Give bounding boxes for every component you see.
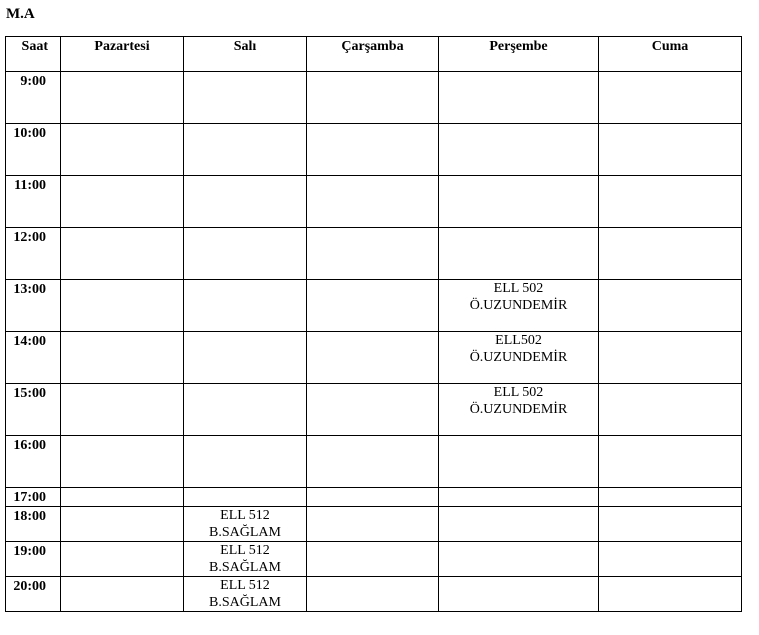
slot-carsamba	[307, 384, 439, 436]
slot-cuma	[599, 176, 742, 228]
instructor-name: B.SAĞLAM	[209, 595, 281, 610]
slot-sali	[184, 332, 307, 384]
time-cell: 12:00	[6, 228, 61, 280]
slot-carsamba	[307, 577, 439, 612]
slot-sali	[184, 124, 307, 176]
slot-pazartesi	[61, 507, 184, 542]
slot-carsamba	[307, 228, 439, 280]
table-row	[6, 436, 742, 488]
time-cell: 16:00	[6, 436, 61, 488]
slot-persembe	[439, 577, 599, 612]
slot-cuma	[599, 124, 742, 176]
header-row	[6, 37, 742, 72]
header-saat: Saat	[6, 37, 61, 72]
slot-carsamba	[307, 72, 439, 124]
header-sali: Salı	[184, 37, 307, 72]
slot-sali	[184, 542, 307, 577]
slot-pazartesi	[61, 72, 184, 124]
slot-carsamba	[307, 280, 439, 332]
table-row	[6, 577, 742, 612]
slot-cuma	[599, 577, 742, 612]
schedule-table	[5, 36, 742, 612]
instructor-name: B.SAĞLAM	[209, 560, 281, 575]
header-persembe: Perşembe	[439, 37, 599, 72]
header-pazartesi: Pazartesi	[61, 37, 184, 72]
slot-carsamba	[307, 332, 439, 384]
slot-sali	[184, 384, 307, 436]
table-row	[6, 280, 742, 332]
schedule-body	[6, 72, 742, 612]
slot-sali	[184, 577, 307, 612]
time-cell: 14:00	[6, 332, 61, 384]
slot-pazartesi	[61, 577, 184, 612]
time-cell: 10:00	[6, 124, 61, 176]
slot-sali	[184, 280, 307, 332]
slot-persembe	[439, 72, 599, 124]
slot-pazartesi	[61, 332, 184, 384]
time-cell: 9:00	[6, 72, 61, 124]
slot-pazartesi	[61, 280, 184, 332]
slot-pazartesi	[61, 488, 184, 507]
slot-persembe	[439, 124, 599, 176]
time-cell: 11:00	[6, 176, 61, 228]
slot-cuma	[599, 507, 742, 542]
table-row	[6, 384, 742, 436]
course-code: ELL 502	[493, 385, 544, 400]
time-cell: 18:00	[6, 507, 61, 542]
table-row	[6, 124, 742, 176]
slot-cuma	[599, 384, 742, 436]
table-row	[6, 72, 742, 124]
slot-cuma	[599, 436, 742, 488]
slot-persembe	[439, 176, 599, 228]
course-code: ELL 512	[220, 543, 270, 558]
instructor-name: Ö.UZUNDEMİR	[469, 402, 568, 417]
table-row	[6, 488, 742, 507]
slot-sali	[184, 507, 307, 542]
slot-persembe	[439, 542, 599, 577]
table-row	[6, 176, 742, 228]
slot-cuma	[599, 280, 742, 332]
slot-persembe	[439, 507, 599, 542]
course-code: ELL502	[495, 333, 542, 348]
slot-pazartesi	[61, 384, 184, 436]
time-cell: 19:00	[6, 542, 61, 577]
time-cell: 13:00	[6, 280, 61, 332]
slot-sali	[184, 436, 307, 488]
slot-carsamba	[307, 488, 439, 507]
slot-carsamba	[307, 507, 439, 542]
table-row	[6, 228, 742, 280]
slot-persembe	[439, 488, 599, 507]
slot-pazartesi	[61, 124, 184, 176]
slot-persembe	[439, 280, 599, 332]
slot-persembe	[439, 332, 599, 384]
slot-pazartesi	[61, 542, 184, 577]
header-cuma: Cuma	[599, 37, 742, 72]
slot-sali	[184, 488, 307, 507]
table-row	[6, 332, 742, 384]
instructor-name: B.SAĞLAM	[209, 525, 281, 540]
slot-carsamba	[307, 124, 439, 176]
table-row	[6, 542, 742, 577]
slot-sali	[184, 228, 307, 280]
table-row	[6, 507, 742, 542]
slot-pazartesi	[61, 176, 184, 228]
course-code: ELL 512	[220, 578, 270, 593]
slot-cuma	[599, 228, 742, 280]
slot-carsamba	[307, 176, 439, 228]
slot-pazartesi	[61, 228, 184, 280]
instructor-name: Ö.UZUNDEMİR	[469, 298, 568, 313]
time-cell: 15:00	[6, 384, 61, 436]
slot-cuma	[599, 332, 742, 384]
slot-carsamba	[307, 542, 439, 577]
header-carsamba: Çarşamba	[307, 37, 439, 72]
slot-persembe	[439, 384, 599, 436]
slot-cuma	[599, 488, 742, 507]
slot-carsamba	[307, 436, 439, 488]
slot-sali	[184, 72, 307, 124]
course-code: ELL 502	[493, 281, 544, 296]
instructor-name: Ö.UZUNDEMİR	[469, 350, 568, 365]
slot-pazartesi	[61, 436, 184, 488]
slot-sali	[184, 176, 307, 228]
course-code: ELL 512	[220, 508, 270, 523]
slot-persembe	[439, 436, 599, 488]
time-cell: 17:00	[6, 488, 61, 507]
slot-cuma	[599, 72, 742, 124]
slot-persembe	[439, 228, 599, 280]
slot-cuma	[599, 542, 742, 577]
time-cell: 20:00	[6, 577, 61, 612]
page-title: M.A	[6, 6, 35, 22]
